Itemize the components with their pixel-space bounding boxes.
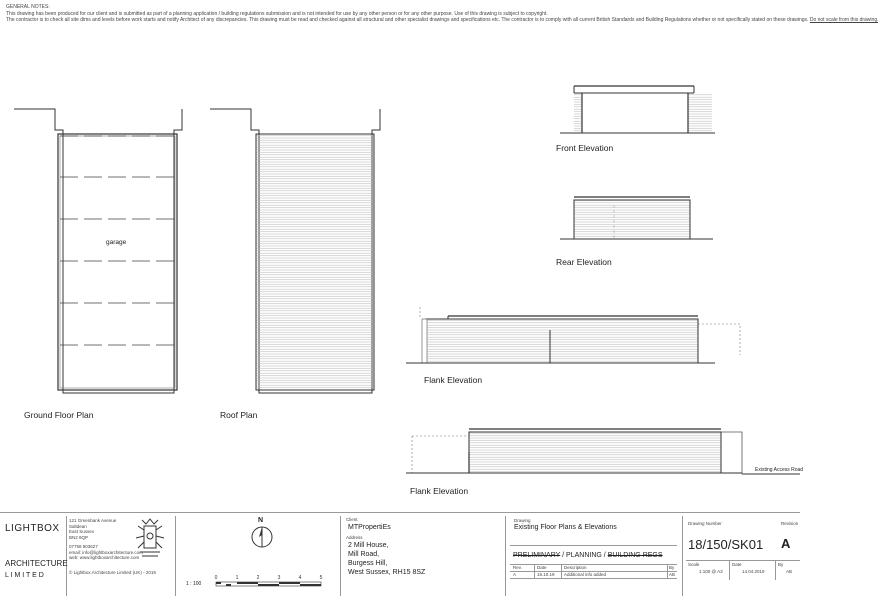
notes-do-not-scale: Do not scale from this drawing. bbox=[809, 17, 878, 23]
company-address bbox=[69, 518, 116, 540]
drawing-title: Existing Floor Plans & Elevations bbox=[514, 524, 617, 531]
drawing-number: 18/150/SK01 bbox=[688, 537, 764, 552]
company-sub-2: L I M I T E D bbox=[5, 572, 44, 579]
scale-date-rule bbox=[729, 560, 730, 580]
drawing-label: Drawing bbox=[514, 518, 531, 523]
company-web[interactable]: web: www.lightboxarchitecture.com bbox=[69, 555, 140, 561]
divider-4 bbox=[505, 516, 506, 596]
ground-floor-plan-title: Ground Floor Plan bbox=[24, 410, 94, 420]
rev-header: Rev. bbox=[513, 565, 522, 570]
north-arrow-icon bbox=[250, 525, 274, 549]
site-address-line: West Sussex, RH15 8SZ bbox=[348, 569, 426, 576]
drawing-status bbox=[513, 551, 663, 560]
revision-rule-3 bbox=[510, 578, 677, 579]
company-sub-1: ARCHITECTURE bbox=[5, 559, 68, 568]
status-preliminary: PRELIMINARY bbox=[513, 552, 561, 559]
by-field-value: AB bbox=[786, 569, 793, 574]
scale-tick-label: 1 bbox=[235, 575, 239, 581]
notes-line-1: This drawing has been produced for our client and is submitted as part of a planning application / building regulations submission and is not intended for use by any other person or for any other purpose. Use of this drawing is subject to copyright. bbox=[6, 10, 548, 17]
scale-tick-label: 2 bbox=[256, 575, 260, 581]
scale-bar bbox=[210, 572, 334, 598]
address-line: Saltdean bbox=[69, 523, 87, 529]
status-rule-top bbox=[510, 545, 677, 546]
revision-row-date: 15.10.19 bbox=[537, 572, 555, 577]
rear-elevation bbox=[560, 197, 713, 239]
revision-col-rule-2 bbox=[561, 564, 562, 578]
rear-elevation-title: Rear Elevation bbox=[556, 257, 612, 267]
revision-rule-1 bbox=[510, 564, 677, 565]
revision-row-rev: A bbox=[513, 572, 517, 577]
flank-elevation-1 bbox=[406, 307, 740, 363]
date-header: Date bbox=[537, 565, 547, 570]
scale-bar-label: 1 : 100 bbox=[186, 581, 202, 587]
revision-row-by: AB bbox=[669, 572, 676, 577]
existing-access-road-label: Existing Access Road bbox=[755, 467, 804, 473]
client-name: MTPropertiEs bbox=[348, 524, 391, 531]
by-field-label: By bbox=[778, 562, 784, 567]
address-line: BN2 8QP bbox=[69, 534, 89, 540]
scale-tick-label: 4 bbox=[298, 575, 302, 581]
notes-heading: GENERAL NOTES: bbox=[6, 4, 50, 10]
divider-2 bbox=[175, 516, 176, 596]
site-address-label: Address bbox=[346, 535, 363, 540]
drawing-number-label: Drawing Number bbox=[688, 521, 722, 526]
scale-tick-label: 5 bbox=[319, 575, 323, 581]
scale-tick-label: 0 bbox=[214, 575, 218, 581]
company-phone: 07758 903627 bbox=[69, 544, 98, 549]
address-line: 121 Greenbank Avenue bbox=[69, 518, 117, 523]
title-block-top-rule bbox=[0, 512, 800, 513]
copyright: © Lightbox Architecture Limited (UK) - 2019 bbox=[69, 570, 156, 575]
scale-field-value: 1:100 @ A3 bbox=[699, 569, 723, 574]
divider-1 bbox=[66, 516, 67, 596]
divider-3 bbox=[340, 516, 341, 596]
date-by-rule bbox=[775, 560, 776, 580]
revision-col-rule-1 bbox=[534, 564, 535, 578]
drawing-number-rule bbox=[686, 560, 800, 561]
divider-5 bbox=[682, 516, 683, 596]
north-label: N bbox=[258, 517, 264, 524]
front-elevation-title: Front Elevation bbox=[556, 143, 614, 153]
company-name: LIGHTBOX bbox=[5, 523, 60, 534]
company-email[interactable]: email: info@lightboxarchitecture.com bbox=[69, 549, 143, 555]
revision-row-description: Additional info added bbox=[564, 572, 607, 577]
title-block bbox=[0, 512, 800, 600]
notes-line-2-text: The contractor is to check all site dims and levels before work starts and notify Architect of any discrepancies. This drawing must be read and checked against all structural and other specialist drawings and specifications etc. The contractor is to comply with all current British Standards and Building Regulations whether or not specifically stated on these drawings. bbox=[6, 17, 809, 23]
scale-tick-label: 3 bbox=[277, 575, 281, 581]
date-field-value: 14.04.2019 bbox=[742, 569, 765, 574]
description-header: Description bbox=[564, 565, 587, 570]
flank-elevation-2-title: Flank Elevation bbox=[410, 486, 469, 496]
garage-label: garage bbox=[106, 239, 127, 246]
site-address-line: 2 Mill House, bbox=[348, 542, 389, 549]
revision-letter: A bbox=[781, 536, 791, 551]
client-label: Client bbox=[346, 517, 358, 522]
front-elevation bbox=[560, 86, 715, 133]
flank-elevation-1-title: Flank Elevation bbox=[424, 375, 483, 385]
ground-floor-plan bbox=[14, 109, 182, 393]
site-address bbox=[348, 541, 425, 577]
by-header: By bbox=[669, 565, 675, 570]
status-building-regs: BUILDING REGS bbox=[607, 552, 663, 559]
crest-logo bbox=[130, 516, 170, 562]
roof-plan bbox=[210, 109, 380, 393]
roof-plan-title: Roof Plan bbox=[220, 410, 258, 420]
scale-field-label: Scale bbox=[688, 562, 700, 567]
site-address-line: Mill Road, bbox=[348, 551, 380, 558]
site-address-line: Burgess Hill, bbox=[348, 560, 388, 567]
status-separator-2: / bbox=[601, 552, 608, 559]
revision-col-rule-3 bbox=[667, 564, 668, 578]
flank-elevation-2 bbox=[406, 429, 800, 474]
address-line: East Sussex bbox=[69, 529, 95, 535]
status-separator-1: / bbox=[560, 552, 567, 559]
date-field-label: Date bbox=[732, 562, 742, 567]
status-planning: PLANNING bbox=[566, 552, 602, 559]
revision-label: Revision bbox=[781, 521, 799, 526]
